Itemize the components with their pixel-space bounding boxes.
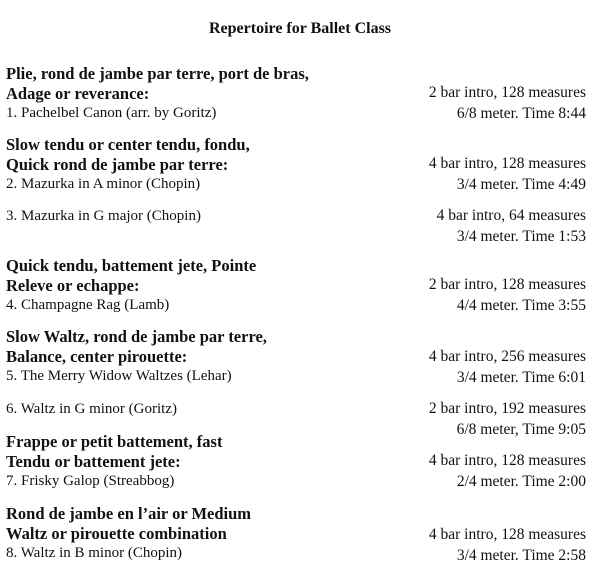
section-header: Plie, rond de jambe par terre, port de bras, (6, 64, 309, 83)
section-header: Releve or echappe: (6, 276, 140, 295)
piece-meter: 6/8 meter. Time 8:44 (456, 105, 586, 122)
piece-title: 6. Waltz in G minor (Goritz) (6, 401, 177, 417)
piece-details (429, 82, 586, 124)
section-header: Quick tendu, battement jete, Pointe (6, 256, 257, 275)
section-header: Waltz or pirouette combination (6, 524, 227, 543)
piece-details (429, 153, 586, 195)
piece-title: 2. Mazurka in A minor (Chopin) (6, 176, 201, 192)
piece-details (429, 524, 586, 566)
piece-meter: 3/4 meter. Time 1:53 (456, 228, 586, 245)
piece-meter: 6/8 meter, Time 9:05 (456, 421, 586, 438)
section-header: Tendu or battement jete: (6, 452, 181, 471)
piece-title: 3. Mazurka in G major (Chopin) (6, 208, 201, 224)
section-header: Balance, center pirouette: (6, 347, 188, 366)
piece-details (429, 450, 586, 492)
section-header: Frappe or petit battement, fast (6, 432, 223, 451)
piece-meter: 2/4 meter. Time 2:00 (456, 473, 586, 490)
piece-meter: 4/4 meter. Time 3:55 (456, 297, 586, 314)
section-header: Rond de jambe en l’air or Medium (6, 504, 252, 523)
piece-intro: 2 bar intro, 128 measures (428, 84, 586, 101)
piece-intro: 4 bar intro, 128 measures (428, 526, 586, 543)
piece-details (437, 205, 586, 247)
piece-meter: 3/4 meter. Time 6:01 (456, 369, 586, 386)
piece-title: 7. Frisky Galop (Streabbog) (6, 473, 175, 489)
piece-title: 8. Waltz in B minor (Chopin) (6, 545, 183, 561)
piece-intro: 4 bar intro, 256 measures (428, 348, 586, 365)
section-header: Slow Waltz, rond de jambe par terre, (6, 327, 267, 346)
piece-title: 1. Pachelbel Canon (arr. by Goritz) (6, 105, 217, 121)
page-title: Repertoire for Ballet Class (208, 20, 392, 37)
piece-intro: 4 bar intro, 128 measures (428, 155, 586, 172)
piece-intro: 4 bar intro, 128 measures (428, 452, 586, 469)
section-header: Adage or reverance: (6, 84, 150, 103)
piece-meter: 3/4 meter. Time 4:49 (456, 176, 586, 193)
piece-meter: 3/4 meter. Time 2:58 (456, 547, 586, 564)
piece-intro: 4 bar intro, 64 measures (436, 207, 586, 224)
piece-details (429, 274, 586, 316)
piece-details (429, 346, 586, 388)
section-header: Quick rond de jambe par terre: (6, 155, 229, 174)
piece-title: 5. The Merry Widow Waltzes (Lehar) (6, 368, 232, 384)
section-header: Slow tendu or center tendu, fondu, (6, 135, 250, 154)
piece-title: 4. Champagne Rag (Lamb) (6, 297, 170, 313)
piece-intro: 2 bar intro, 128 measures (428, 276, 586, 293)
piece-intro: 2 bar intro, 192 measures (428, 400, 586, 417)
piece-details (429, 398, 586, 440)
